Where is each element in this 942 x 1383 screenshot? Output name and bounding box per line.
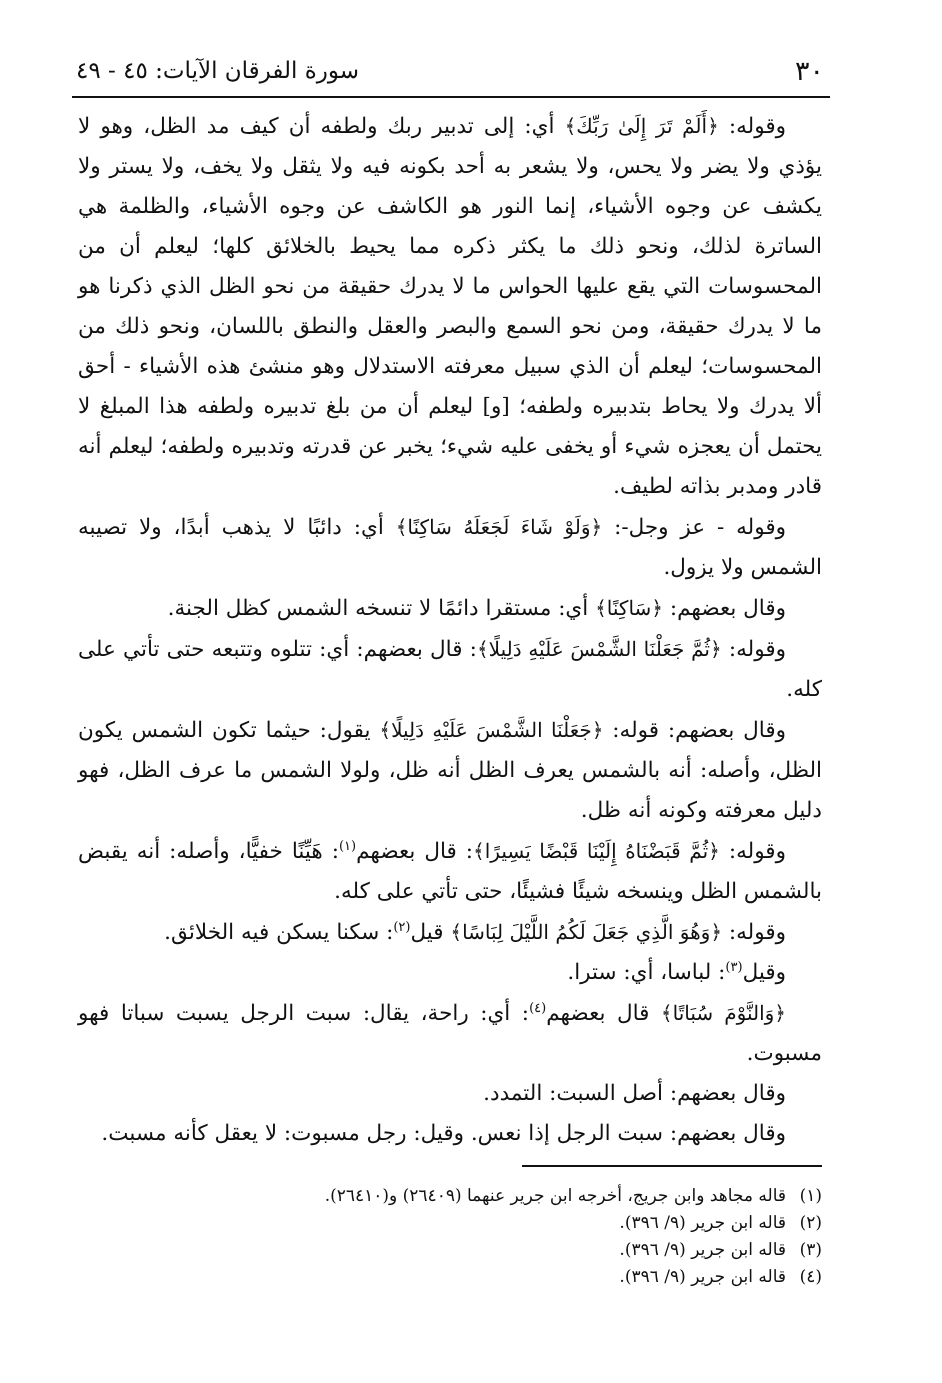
footnote-text: قاله مجاهد وابن جريج، أخرجه ابن جرير عنهما (٢٦٤٠٩) و(٢٦٤١٠). xyxy=(324,1186,786,1206)
text-run: : هَيِّنًا خفيًّا، وأصله: أنه يقبض بالشمس الظل وينسخه شيئًا فشيئًا، حتى تأتي على كله. xyxy=(78,839,822,904)
text-run: وقوله - عز وجل-: xyxy=(602,515,786,540)
paragraph xyxy=(78,710,822,831)
quran-verse: ﴿وَلَوْ شَاءَ لَجَعَلَهُ سَاكِنًا﴾ xyxy=(395,515,603,539)
quran-verse: ﴿وَهُوَ الَّذِي جَعَلَ لَكُمُ اللَّيْلَ لِبَاسًا﴾ xyxy=(450,920,723,944)
paragraph xyxy=(78,1074,822,1114)
text-run: قيل xyxy=(410,920,451,945)
footnote-text: قاله ابن جرير (٩/ ٣٩٦). xyxy=(619,1267,786,1287)
text-run: أي: مستقرا دائمًا لا تنسخه الشمس كظل الجنة. xyxy=(167,596,596,621)
paragraph xyxy=(78,629,822,710)
footnotes xyxy=(78,1183,822,1291)
quran-verse: ﴿جَعَلْنَا الشَّمْسَ عَلَيْهِ دَلِيلًا﴾ xyxy=(379,718,604,742)
text-run: أي: دائبًا لا يذهب أبدًا، ولا تصيبه الشمس ولا يزول. xyxy=(78,515,822,580)
paragraph xyxy=(78,106,822,507)
page-header xyxy=(72,52,830,98)
text-run: وقوله: xyxy=(719,839,786,864)
footnote-divider xyxy=(522,1165,822,1167)
quran-verse: ﴿أَلَمْ تَرَ إِلَىٰ رَبِّكَ﴾ xyxy=(564,114,719,138)
paragraph xyxy=(78,1114,822,1154)
paragraph xyxy=(78,831,822,912)
footnote-reference: (٣) xyxy=(725,959,743,975)
footnote-reference: (١) xyxy=(338,838,357,854)
quran-verse: ﴿سَاكِنًا﴾ xyxy=(595,596,664,620)
footnote-number: (١) xyxy=(799,1186,822,1206)
text-run: : قال بعضهم: أي: تتلوه وتتبعه حتى تأتي على كله. xyxy=(78,637,822,702)
body-text xyxy=(78,106,822,1154)
text-run: وقوله: xyxy=(722,920,786,945)
footnote-reference: (٢) xyxy=(393,919,411,935)
footnote-text: قاله ابن جرير (٩/ ٣٩٦). xyxy=(619,1213,786,1233)
text-run: وقوله: xyxy=(721,637,786,662)
text-run: وقيل xyxy=(742,960,786,985)
footnote xyxy=(78,1210,822,1237)
text-run: قال بعضهم xyxy=(546,1001,661,1026)
paragraph xyxy=(78,507,822,588)
text-run: وقال بعضهم: xyxy=(663,596,786,621)
text-run: : قال بعضهم xyxy=(356,839,474,864)
footnote-reference: (٤) xyxy=(529,1000,547,1016)
footnote xyxy=(78,1237,822,1264)
footnote-text: قاله ابن جرير (٩/ ٣٩٦). xyxy=(619,1240,786,1260)
running-title: سورة الفرقان الآيات: ٤٥ - ٤٩ xyxy=(76,58,360,84)
paragraph xyxy=(78,993,822,1074)
text-run: وقال بعضهم: أصل السبت: التمدد. xyxy=(483,1081,786,1106)
footnote-number: (٤) xyxy=(799,1267,822,1287)
footnote-number: (٢) xyxy=(799,1213,822,1233)
text-run: : لباسا، أي: سترا. xyxy=(567,960,726,985)
footnote xyxy=(78,1264,822,1291)
text-run: : سكنا يسكن فيه الخلائق. xyxy=(164,920,394,945)
paragraph xyxy=(78,588,822,629)
quran-verse: ﴿ثُمَّ قَبَضْنَاهُ إِلَيْنَا قَبْضًا يَسِيرًا﴾ xyxy=(473,839,720,863)
paragraph xyxy=(78,912,822,953)
text-run: وقال بعضهم: سبت الرجل إذا نعس. وقيل: رجل مسبوت: لا يعقل كأنه مسبت. xyxy=(101,1121,786,1146)
text-run: يقول: حيثما تكون الشمس يكون الظل، وأصله: أنه بالشمس يعرف الظل أنه ظل، ولولا الشمس ما عرف الظل، فهو دليل معرفته وكونه أنه ظل. xyxy=(78,718,822,823)
text-run: وقوله: xyxy=(718,114,786,139)
footnote-number: (٣) xyxy=(799,1240,822,1260)
quran-verse: ﴿ثُمَّ جَعَلْنَا الشَّمْسَ عَلَيْهِ دَلِيلًا﴾ xyxy=(476,637,722,661)
text-run: وقال بعضهم: قوله: xyxy=(603,718,786,743)
quran-verse: ﴿وَالنَّوْمَ سُبَاتًا﴾ xyxy=(660,1001,787,1025)
text-run: أي: إلى تدبير ربك ولطفه أن كيف مد الظل، وهو لا يؤذي ولا يضر ولا يحس، ولا يشعر به أحد بكونه فيه ولا يثقل ولا يخف، ولا يستر ولا يكشف عن وجوه الأشياء، إنما النور هو الكاشف عن وجوه الأشياء، والظلمة هي الساترة لذلك، ونحو ذلك ما يكثر ذكره مما يحيط بالخلائق كلها؛ ليعلم أن من المحسوسات التي يقع عليها الحواس ما لا يدرك حقيقة من نحو الظل الذي ذكرنا هو ما لا يدرك حقيقة، ومن نحو السمع والبصر والعقل والنطق باللسان، ونحو ذلك من المحسوسات؛ ليعلم أن الذي سبيل معرفته الاستدلال وهو منشئ هذه الأشياء - أحق ألا يدرك ولا يحاط بتدبيره ولطفه؛ [و] ليعلم أن من بلغ تدبيره ولطفه هذا المبلغ لا يحتمل أن يعجزه شيء أو يخفى عليه شيء؛ يخبر عن قدرته وتدبيره ولطفه؛ ليعلم أنه قادر ومدبر بذاته لطيف. xyxy=(78,114,822,499)
page-number: ٣٠ xyxy=(794,56,824,87)
paragraph xyxy=(78,953,822,993)
footnote xyxy=(78,1183,822,1210)
text-run: : أي: راحة، يقال: سبت الرجل يسبت سباتا فهو مسبوت. xyxy=(78,1001,822,1066)
